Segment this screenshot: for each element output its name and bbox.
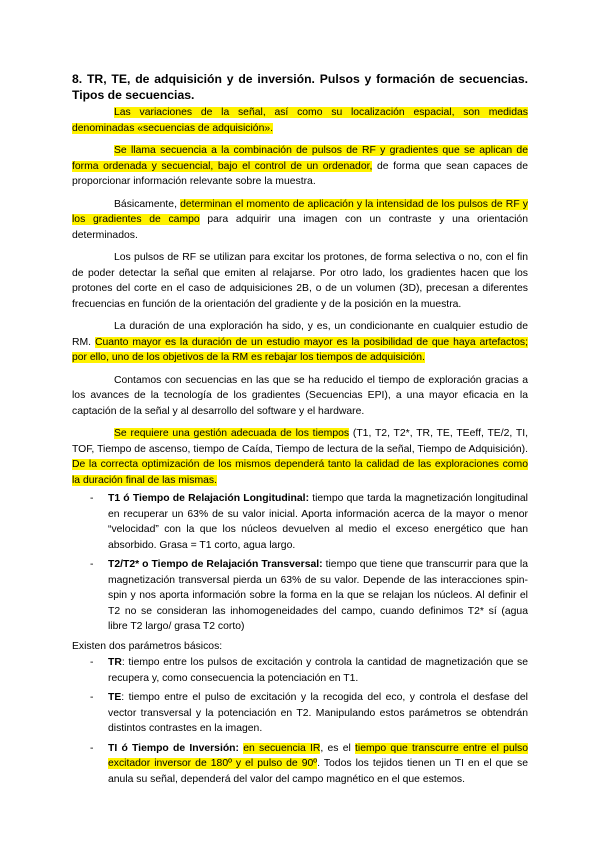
bold-term: TE: [108, 692, 122, 703]
dash-bullet: -: [90, 559, 94, 570]
text-run: La duración de una exploración ha sido, y es, un condicionante en cualquier estudio de RM.: [72, 321, 528, 348]
text-run: tiempo que tarda la magnetización longitudinal en recuperar un 63% de su valor inicial. Aporta información acerca de la mayor o menor “velocidad” con la que los núcleos devuelven al medio el exceso energético que han absorbido. Grasa = T1 corto, agua largo.: [108, 493, 528, 551]
relaxation-times-list: [72, 491, 528, 635]
document-page: [72, 72, 528, 791]
highlighted-text: Se requiere una gestión adecuada de los tiempos: [114, 428, 350, 439]
bold-term: T1 ó Tiempo de Relajación Longitudinal:: [108, 493, 310, 504]
text-run: : tiempo entre el pulso de excitación y la recogida del eco, y controla el desfase del vector transversal y la potenciación en T2. Manipulando estos parámetros se obtendrán distintos contrastes en la imagen.: [108, 692, 528, 734]
paragraph: [72, 426, 528, 488]
dash-bullet: -: [90, 692, 94, 703]
dash-bullet: -: [90, 493, 94, 504]
paragraph: [72, 373, 528, 420]
highlighted-text: Se llama secuencia a la combinación de pulsos de RF y gradientes que se aplican de forma ordenada y secuencial, bajo el control de un ordenador,: [72, 145, 528, 172]
basic-parameters-list: [72, 655, 528, 787]
list-item: [72, 655, 528, 686]
highlighted-text: Las variaciones de la señal, así como su localización espacial, son medidas denominadas «secuencias de adquisición».: [72, 107, 528, 134]
list-item-text: [108, 559, 528, 632]
highlighted-text: tiempo que transcurre entre el pulso excitador inversor de 180º y el pulso de 90º: [108, 742, 529, 769]
highlighted-text: en secuencia IR: [243, 742, 321, 754]
list-item: [72, 690, 528, 737]
highlighted-text: De la correcta optimización de los mismos dependerá tanto la calidad de las exploraciones como la duración final de las mismas.: [72, 459, 528, 486]
parameters-intro: Existen dos parámetros básicos:: [72, 640, 223, 652]
list-item: [72, 557, 528, 635]
text-run: Contamos con secuencias en las que se ha reducido el tiempo de exploración gracias a los avances de la tecnología de los gradientes (Secuencias EPI), a una mayor eficacia en la captación de la señal y al desarrollo del software y el hardware.: [72, 374, 528, 417]
paragraph: [72, 105, 528, 136]
paragraph: [72, 250, 528, 312]
dash-bullet: -: [90, 742, 94, 754]
highlighted-text: determinan el momento de aplicación y la intensidad de los pulsos de RF y los gradientes de campo: [72, 198, 528, 225]
text-run: . Todos los tejidos tienen un TI en el que se anula su señal, dependerá del valor del campo magnético en el que estemos.: [108, 758, 529, 785]
list-item-text: [108, 493, 528, 551]
intro-paragraphs: [72, 105, 528, 488]
paragraph: [72, 197, 528, 244]
list-item-text: [108, 657, 528, 684]
text-run: para adquirir una imagen con un contraste y una orientación determinados.: [72, 214, 528, 241]
text-run: tiempo que tiene que transcurrir para que la magnetización transversal pierda un 63% de su valor. Depende de las interacciones spin-spin y nos aporta información sobre la forma en la que se relajan los núcleos. Al definir el T2 no se consideran las inhomogeneidades del campo, cuando definimos T2* sí (agua libre T2 largo/ grasa T2 corto): [108, 559, 528, 632]
dash-bullet: -: [90, 657, 94, 668]
bold-term: T2/T2* o Tiempo de Relajación Transversal:: [108, 559, 323, 570]
text-run: : tiempo entre los pulsos de excitación y controla la cantidad de magnetización que se recupera y, como consecuencia la potenciación en T1.: [108, 657, 528, 684]
text-run: , es el: [320, 742, 356, 754]
bold-term: TR: [108, 657, 122, 668]
section-heading: 8. TR, TE, de adquisición y de inversión. Pulsos y formación de secuencias. Tipos de secuencias.: [72, 72, 528, 102]
list-item: [72, 491, 528, 553]
paragraph: [72, 143, 528, 190]
highlighted-text: Cuanto mayor es la duración de un estudio mayor es la posibilidad de que haya artefactos; por ello, uno de los objetivos de la RM es rebajar los tiempos de adquisición.: [72, 336, 528, 363]
paragraph: [72, 319, 528, 366]
text-run: (T1, T2, T2*, TR, TE, TEeff, TE/2, TI, TOF, Tiempo de ascenso, tiempo de Caída, Tiempo de lectura de la señal, Tiempo de Adquisición).: [72, 428, 528, 455]
list-item-text: [108, 692, 528, 734]
list-item-text: [108, 743, 528, 785]
text-run: de forma que sean capaces de proporcionar información relevante sobre la muestra.: [72, 160, 528, 187]
bold-term: TI ó Tiempo de Inversión:: [108, 742, 239, 754]
text-run: Básicamente,: [114, 198, 181, 210]
text-run: Los pulsos de RF se utilizan para excitar los protones, de forma selectiva o no, con el fin de poder detectar la señal que emiten al relajarse. Por otro lado, los gradientes hacen que los protones del corte en el caso de adquisiciones 2B, o de un volumen (3D), precesan a diferentes frecuencias en función de la orientación del gradiente y de la posición en la muestra.: [72, 252, 528, 310]
list-item: [72, 741, 528, 788]
